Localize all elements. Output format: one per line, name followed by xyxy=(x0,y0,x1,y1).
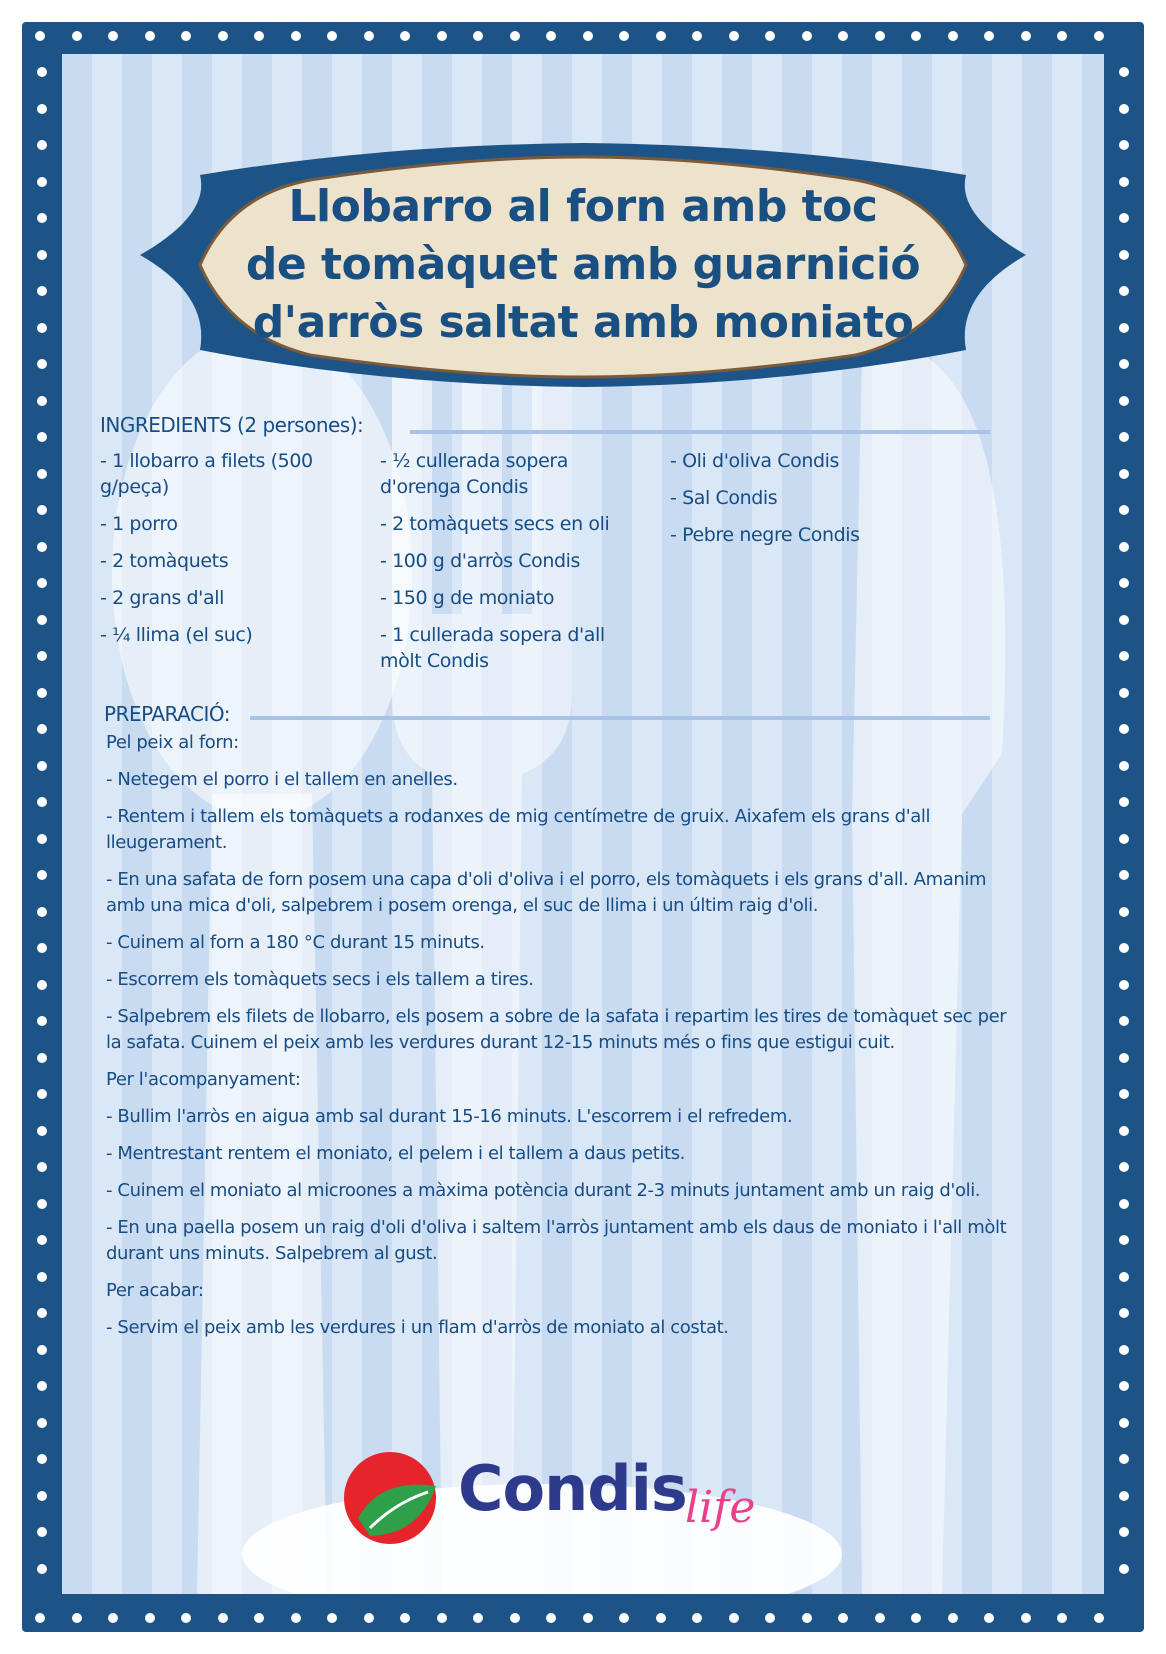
ingredient-item: - ½ cullerada sopera d'orenga Condis xyxy=(380,450,569,498)
border-dot xyxy=(1119,761,1129,771)
border-dot xyxy=(37,1199,47,1209)
border-dot xyxy=(1094,1613,1104,1623)
border-dot xyxy=(37,67,47,77)
preparation-step: - Mentrestant rentem el moniato, el pelem i el tallem a daus petits. xyxy=(106,1143,685,1164)
border-dot xyxy=(37,980,47,990)
border-dot xyxy=(1119,542,1129,552)
border-dot xyxy=(1119,688,1129,698)
border-dot xyxy=(181,31,191,41)
border-dot xyxy=(72,1613,82,1623)
border-dot xyxy=(1119,1235,1129,1245)
border-dot xyxy=(1119,213,1129,223)
ingredients-heading: INGREDIENTS (2 persones): xyxy=(100,413,364,437)
border-dot xyxy=(1119,1308,1129,1318)
border-dot xyxy=(473,31,483,41)
border-dot xyxy=(1119,1126,1129,1136)
border-dot xyxy=(108,31,118,41)
border-dot xyxy=(37,177,47,187)
border-dot xyxy=(37,724,47,734)
border-dot xyxy=(546,1613,556,1623)
ingredient-item: - 100 g d'arròs Condis xyxy=(380,550,581,572)
ingredients-column-3 xyxy=(670,448,990,559)
ingredient-item: - Pebre negre Condis xyxy=(670,524,860,546)
border-dot xyxy=(1119,1199,1129,1209)
border-dot xyxy=(1119,359,1129,369)
border-dot xyxy=(37,104,47,114)
border-dot xyxy=(400,31,410,41)
border-dot xyxy=(291,1613,301,1623)
border-dot xyxy=(875,1613,885,1623)
border-dot xyxy=(1021,1613,1031,1623)
border-dot xyxy=(37,1308,47,1318)
border-dot xyxy=(400,1613,410,1623)
border-dot xyxy=(37,396,47,406)
border-dot xyxy=(218,31,228,41)
border-dot xyxy=(546,31,556,41)
border-dot xyxy=(72,31,82,41)
border-dot xyxy=(37,870,47,880)
border-dot xyxy=(656,1613,666,1623)
ingredient-item: - Oli d'oliva Condis xyxy=(670,450,840,472)
border-dot xyxy=(37,1016,47,1026)
border-dot xyxy=(181,1613,191,1623)
title-line: Llobarro al forn amb toc xyxy=(288,181,878,232)
border-dot xyxy=(437,1613,447,1623)
border-dot xyxy=(802,1613,812,1623)
border-dot xyxy=(1119,870,1129,880)
border-dot xyxy=(37,834,47,844)
border-dot xyxy=(729,1613,739,1623)
border-dot xyxy=(1119,578,1129,588)
preparation-step: - Escorrem els tomàquets secs i els tallem a tires. xyxy=(106,969,534,990)
border-dot xyxy=(838,1613,848,1623)
ingredients-column-1 xyxy=(100,448,360,659)
border-dot xyxy=(948,1613,958,1623)
ingredient-item: - 2 grans d'all xyxy=(100,587,225,609)
border-dot xyxy=(37,323,47,333)
border-dot xyxy=(911,31,921,41)
border-dot xyxy=(1119,615,1129,625)
border-dot xyxy=(37,943,47,953)
border-dot xyxy=(619,1613,629,1623)
condis-life-logo xyxy=(340,1440,780,1560)
border-dot xyxy=(802,31,812,41)
border-dot xyxy=(35,1613,45,1623)
border-dot xyxy=(37,907,47,917)
ingredients-column-2 xyxy=(380,448,650,685)
border-dot xyxy=(765,31,775,41)
title-line: de tomàquet amb guarnició xyxy=(245,239,921,290)
border-dot xyxy=(1119,834,1129,844)
ingredient-item: - ¼ llima (el suc) xyxy=(100,624,253,646)
border-dot xyxy=(1119,104,1129,114)
border-dot xyxy=(37,1418,47,1428)
border-dot xyxy=(984,1613,994,1623)
border-dot xyxy=(1119,1345,1129,1355)
border-dot xyxy=(1119,1454,1129,1464)
preparation-rule xyxy=(250,716,990,720)
border-dot xyxy=(37,140,47,150)
border-dot xyxy=(1057,31,1067,41)
border-dot xyxy=(583,1613,593,1623)
border-dot xyxy=(656,31,666,41)
border-dot xyxy=(729,31,739,41)
border-dot xyxy=(984,31,994,41)
border-dot xyxy=(218,1613,228,1623)
preparation-heading: PREPARACIÓ: xyxy=(104,702,230,726)
border-dot xyxy=(37,213,47,223)
border-dot xyxy=(254,1613,264,1623)
border-dot xyxy=(1119,432,1129,442)
border-dot xyxy=(37,1235,47,1245)
border-dot xyxy=(583,31,593,41)
border-dot xyxy=(37,1272,47,1282)
border-dot xyxy=(37,1162,47,1172)
border-dot xyxy=(1119,1527,1129,1537)
border-dot xyxy=(37,286,47,296)
preparation-step: - Netegem el porro i el tallem en anelles. xyxy=(106,769,458,790)
ingredient-item: - 2 tomàquets xyxy=(100,550,229,572)
border-dot xyxy=(37,1381,47,1391)
preparation-steps xyxy=(106,730,1016,1352)
border-dot xyxy=(108,1613,118,1623)
border-dot xyxy=(473,1613,483,1623)
border-dot xyxy=(327,1613,337,1623)
ingredient-item: - 2 tomàquets secs en oli xyxy=(380,513,610,535)
ingredient-item: - 1 porro xyxy=(100,513,178,535)
preparation-step: - Rentem i tallem els tomàquets a rodanxes de mig centímetre de gruix. Aixafem els grans d'all lleugerament. xyxy=(106,806,931,853)
border-dot xyxy=(1119,1053,1129,1063)
border-dot xyxy=(37,250,47,260)
border-dot xyxy=(1119,469,1129,479)
border-dot xyxy=(1119,943,1129,953)
ingredient-item: - Sal Condis xyxy=(670,487,778,509)
border-dot xyxy=(37,651,47,661)
border-dot xyxy=(145,1613,155,1623)
border-dot xyxy=(692,31,702,41)
title-line: d'arròs saltat amb moniato xyxy=(252,297,914,348)
preparation-step: - En una paella posem un raig d'oli d'oliva i saltem l'arròs juntament amb els daus de moniato i l'all mòlt durant uns minuts. Salpebrem al gust. xyxy=(106,1217,1007,1264)
border-dot xyxy=(37,1345,47,1355)
border-dot xyxy=(1119,286,1129,296)
logo-suffix-text: life xyxy=(685,1482,756,1533)
border-dot xyxy=(37,1454,47,1464)
border-dot xyxy=(364,1613,374,1623)
border-dot xyxy=(510,1613,520,1623)
border-dot xyxy=(37,1126,47,1136)
ingredient-item: - 1 cullerada sopera d'all mòlt Condis xyxy=(380,624,605,672)
border-dot xyxy=(37,432,47,442)
logo-brand-text: Condis xyxy=(458,1452,687,1525)
border-dot xyxy=(1119,907,1129,917)
border-dot xyxy=(1119,505,1129,515)
border-dot xyxy=(1057,1613,1067,1623)
border-dot xyxy=(1119,797,1129,807)
preparation-step: - Servim el peix amb les verdures i un flam d'arròs de moniato al costat. xyxy=(106,1317,729,1338)
logo-mark-icon xyxy=(340,1448,450,1558)
border-dot xyxy=(1119,1162,1129,1172)
border-dot xyxy=(1119,67,1129,77)
border-dot xyxy=(254,31,264,41)
border-dot xyxy=(37,505,47,515)
border-dot xyxy=(1119,980,1129,990)
border-dot xyxy=(1119,177,1129,187)
border-dot xyxy=(1119,651,1129,661)
border-dot xyxy=(1119,1089,1129,1099)
preparation-step: - Salpebrem els filets de llobarro, els posem a sobre de la safata i repartim les tires de tomàquet sec per la safata. Cuinem el peix amb les verdures durant 12-15 minuts més o fins que estigui cuit. xyxy=(106,1006,1007,1053)
border-dot xyxy=(1119,724,1129,734)
border-dot xyxy=(1119,396,1129,406)
preparation-step: - Cuinem al forn a 180 °C durant 15 minuts. xyxy=(106,932,485,953)
border-dot xyxy=(37,359,47,369)
preparation-subheading: Per l'acompanyament: xyxy=(106,1069,301,1090)
border-dot xyxy=(327,31,337,41)
border-dot xyxy=(1119,323,1129,333)
border-dot xyxy=(875,31,885,41)
border-dot xyxy=(948,31,958,41)
border-dot xyxy=(37,1089,47,1099)
border-dot xyxy=(692,1613,702,1623)
border-dot xyxy=(1119,1418,1129,1428)
border-dot xyxy=(37,1564,47,1574)
border-dot xyxy=(1119,140,1129,150)
border-dot xyxy=(37,761,47,771)
title-plaque xyxy=(80,135,1086,395)
ingredient-item: - 1 llobarro a filets (500 g/peça) xyxy=(100,450,313,498)
border-dot xyxy=(37,578,47,588)
recipe-title xyxy=(230,155,936,375)
ingredients-rule xyxy=(410,430,990,434)
border-dot xyxy=(510,31,520,41)
border-dot xyxy=(35,31,45,41)
preparation-subheading: Per acabar: xyxy=(106,1280,204,1301)
border-dot xyxy=(37,1053,47,1063)
border-dot xyxy=(1119,250,1129,260)
border-dot xyxy=(1119,1491,1129,1501)
border-dot xyxy=(619,31,629,41)
border-dot xyxy=(364,31,374,41)
border-dot xyxy=(911,1613,921,1623)
preparation-step: - Bullim l'arròs en aigua amb sal durant 15-16 minuts. L'escorrem i el refredem. xyxy=(106,1106,793,1127)
border-dot xyxy=(37,1491,47,1501)
border-dot xyxy=(765,1613,775,1623)
border-dot xyxy=(1021,31,1031,41)
ingredient-item: - 150 g de moniato xyxy=(380,587,555,609)
preparation-step: - En una safata de forn posem una capa d'oli d'oliva i el porro, els tomàquets i els grans d'all. Amanim amb una mica d'oli, salpebrem i posem orenga, el suc de llima i un últim raig d'oli. xyxy=(106,869,987,916)
border-dot xyxy=(37,1527,47,1537)
border-dot xyxy=(37,688,47,698)
border-dot xyxy=(1119,1381,1129,1391)
border-dot xyxy=(37,542,47,552)
preparation-subheading: Pel peix al forn: xyxy=(106,732,239,753)
border-dot xyxy=(1094,31,1104,41)
preparation-step: - Cuinem el moniato al microones a màxima potència durant 2-3 minuts juntament amb un raig d'oli. xyxy=(106,1180,981,1201)
border-dot xyxy=(838,31,848,41)
border-dot xyxy=(1119,1564,1129,1574)
border-dot xyxy=(1119,1016,1129,1026)
border-dot xyxy=(1119,1272,1129,1282)
border-dot xyxy=(291,31,301,41)
border-dot xyxy=(37,797,47,807)
border-dot xyxy=(437,31,447,41)
border-dot xyxy=(37,469,47,479)
border-dot xyxy=(145,31,155,41)
border-dot xyxy=(37,615,47,625)
